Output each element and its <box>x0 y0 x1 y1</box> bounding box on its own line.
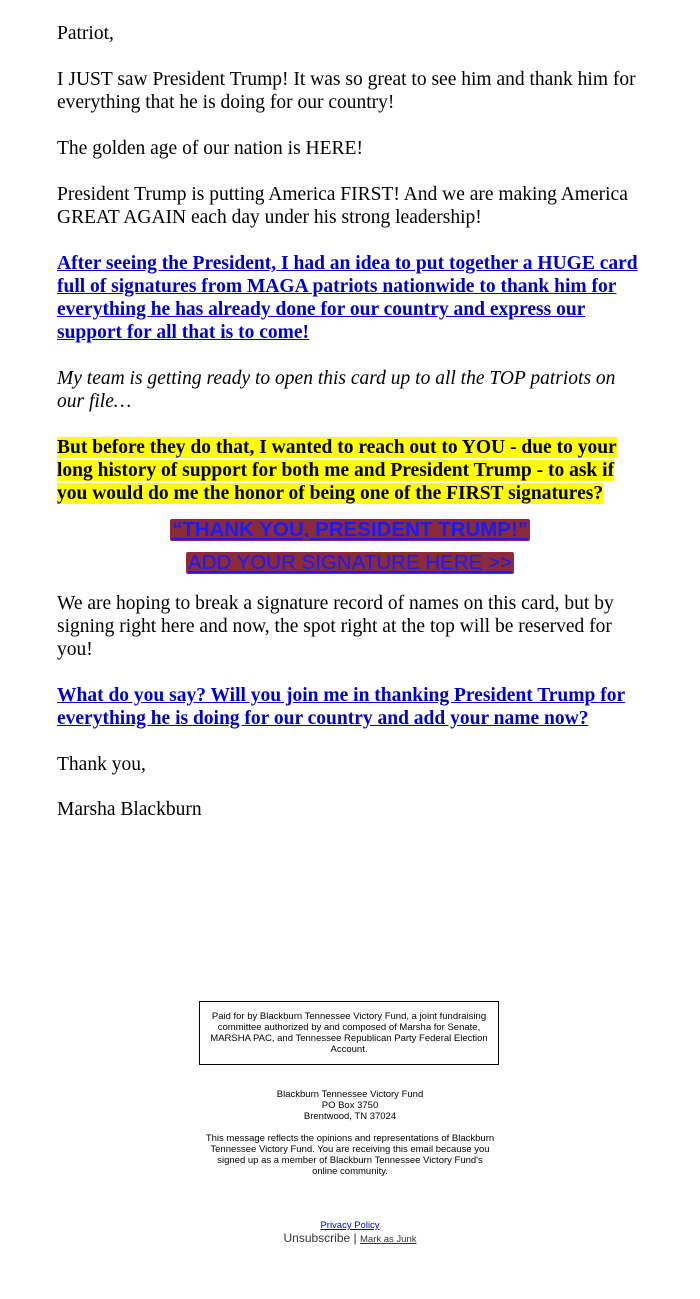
paragraph-team-ready: My team is getting ready to open this card up to all the TOP patriots on our file… <box>57 368 616 412</box>
paragraph-saw-trump: I JUST saw President Trump! It was so great to see him and thank him for everything that he is doing for our country! <box>57 69 636 113</box>
footer-address <box>0 1089 700 1122</box>
footer-links <box>0 1220 700 1247</box>
paid-for-disclaimer-box: Paid for by Blackburn Tennessee Victory Fund, a joint fundraising committee authorized by and composed of Marsha for Senate, MARSHA PAC, and Tennessee Republican Party Federal Election Account. <box>199 1001 499 1065</box>
greeting: Patriot, <box>57 23 114 44</box>
org-name: Blackburn Tennessee Victory Fund <box>276 1089 424 1100</box>
card-idea-link[interactable]: After seeing the President, I had an idea to put together a HUGE card full of signatures from MAGA patriots nationwide to thank him for everything he has already done for our country and express our support for all that is to come! <box>57 253 638 343</box>
footer-message <box>0 1133 700 1177</box>
paragraph-signature-record: We are hoping to break a signature record of names on this card, but by signing right here and now, the spot right at the top will be reserved for you! <box>57 593 614 660</box>
paragraph-first-signatures <box>57 436 647 505</box>
thank-you-trump-button[interactable]: “THANK YOU, PRESIDENT TRUMP!” <box>171 518 529 541</box>
unsubscribe-row <box>0 1231 700 1247</box>
unsubscribe-link[interactable]: Unsubscribe <box>283 1231 351 1245</box>
paragraph-join-me <box>57 684 647 730</box>
closing-line: Thank you, <box>57 754 146 775</box>
link-separator: | <box>353 1231 357 1245</box>
mark-as-junk-link[interactable]: Mark as Junk <box>360 1234 417 1245</box>
join-me-link[interactable]: What do you say? Will you join me in thanking President Trump for everything he is doing for our country and add your name now? <box>57 685 626 729</box>
paragraph-america-first: President Trump is putting America FIRST! And we are making America GREAT AGAIN each day under his strong leadership! <box>57 184 628 228</box>
cta-thank-you-wrap <box>0 519 700 541</box>
highlighted-request: But before they do that, I wanted to reach out to YOU - due to your long history of support for both me and President Trump - to ask if you would do me the honor of being one of the FIRST signatures? <box>57 437 617 504</box>
privacy-policy-link[interactable]: Privacy Policy <box>320 1220 380 1231</box>
paragraph-card-idea <box>57 252 647 344</box>
opinions-notice: This message reflects the opinions and representations of Blackburn Tennessee Victory Fund. You are receiving this email because you signed up as a member of Blackburn Tennessee Victory Fund's online community. <box>205 1133 495 1177</box>
sender-signature: Marsha Blackburn <box>57 799 202 820</box>
add-signature-button[interactable]: ADD YOUR SIGNATURE HERE >> <box>188 551 512 574</box>
paragraph-golden-age: The golden age of our nation is HERE! <box>57 138 363 159</box>
po-box: PO Box 3750 <box>321 1100 379 1111</box>
cta-signature-wrap <box>0 552 700 574</box>
city-state-zip: Brentwood, TN 37024 <box>303 1111 397 1122</box>
